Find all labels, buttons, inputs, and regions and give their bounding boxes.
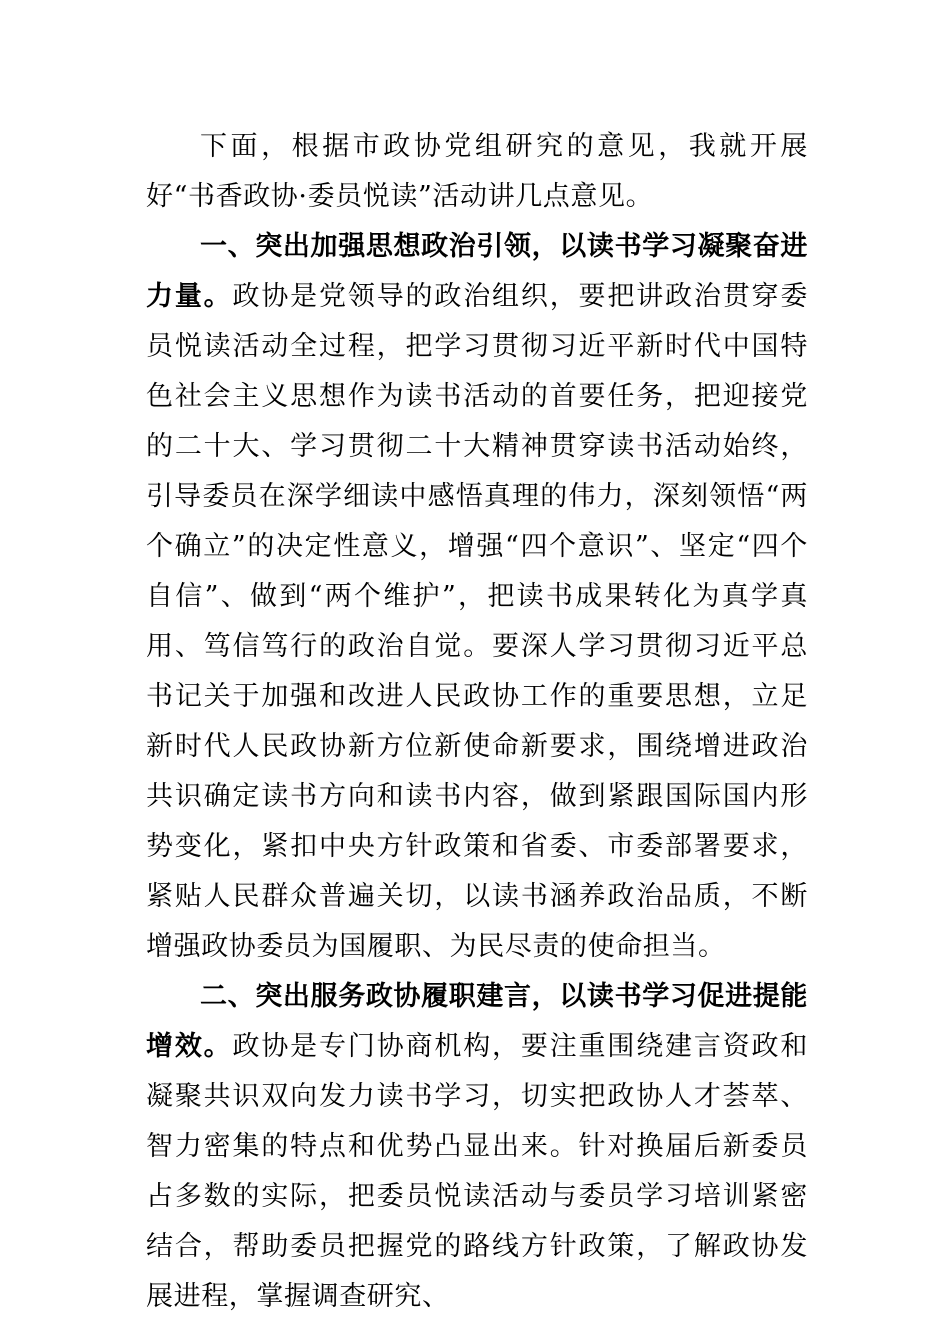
document-body [146,122,808,1322]
paragraph-intro-text: 下面，根据市政协党组研究的意见，我就开展好“书香政协·委员悦读”活动讲几点意见。 [146,131,808,212]
section-two-heading: 二、突出服务政协履职建言，以读书学习促进提能增效。 [146,981,808,1062]
section-one-heading: 一、突出加强思想政治引领，以读书学习凝聚奋进力量。 [146,231,808,312]
paragraph-section-one [146,222,808,972]
paragraph-section-two [146,972,808,1322]
section-two-text: 政协是专门协商机构，要注重围绕建言资政和凝聚共识双向发力读书学习，切实把政协人才荟萃、智力密集的特点和优势凸显出来。针对换届后新委员占多数的实际，把委员悦读活动与委员学习培训紧密结合，帮助委员把握党的路线方针政策，了解政协发展进程，掌握调查研究、 [146,1031,808,1312]
paragraph-intro [146,122,808,222]
section-one-text: 政协是党领导的政治组织，要把讲政治贯穿委员悦读活动全过程，把学习贯彻习近平新时代中国特色社会主义思想作为读书活动的首要任务，把迎接党的二十大、学习贯彻二十大精神贯穿读书活动始终，引导委员在深学细读中感悟真理的伟力，深刻领悟“两个确立”的决定性意义，增强“四个意识”、坚定“四个自信”、做到“两个维护”，把读书成果转化为真学真用、笃信笃行的政治自觉。要深人学习贯彻习近平总书记关于加强和改进人民政协工作的重要思想，立足新时代人民政协新方位新使命新要求，围绕增进政治共识确定读书方向和读书内容，做到紧跟国际国内形势变化，紧扣中央方针政策和省委、市委部署要求，紧贴人民群众普遍关切，以读书涵养政治品质，不断增强政协委员为国履职、为民尽责的使命担当。 [146,281,808,962]
